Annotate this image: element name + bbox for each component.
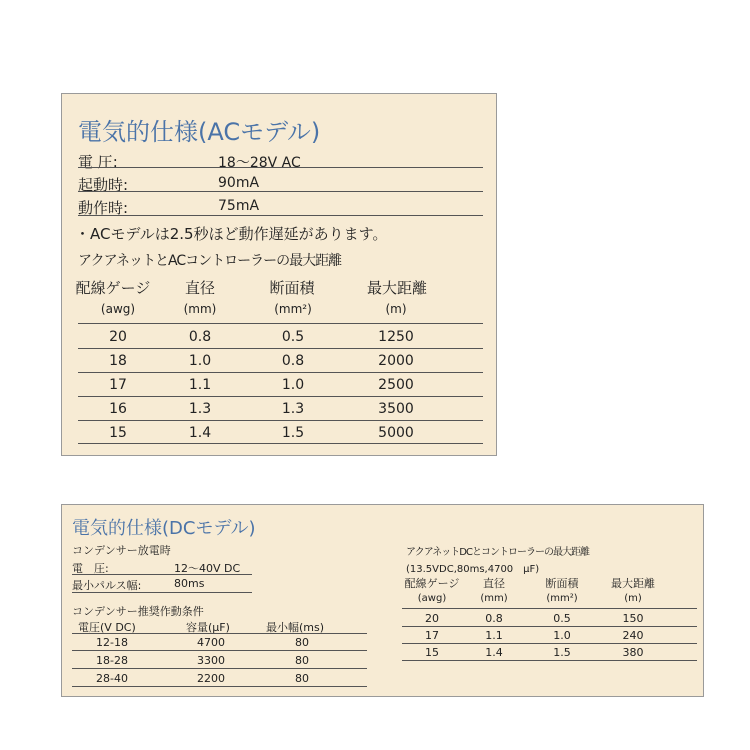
ac-spec-running-value: 75mA bbox=[218, 198, 260, 214]
dc-voltage-value: 12～40V DC bbox=[174, 562, 241, 575]
dc-distance-title: アクアネットDCとコントローラーの最大距離 bbox=[406, 547, 589, 558]
divider bbox=[78, 348, 483, 349]
dc-cond-cell-capacity: 3300 bbox=[197, 654, 225, 667]
dc-dist-cell-distance: 380 bbox=[622, 646, 644, 659]
dc-cond-cell-width: 80 bbox=[295, 654, 309, 667]
ac-cell-distance: 5000 bbox=[378, 425, 414, 441]
ac-col-header-distance: 最大距離 bbox=[366, 279, 427, 297]
dc-dist-cell-area: 1.0 bbox=[553, 629, 571, 642]
divider bbox=[78, 372, 483, 373]
ac-cell-distance: 2500 bbox=[378, 377, 414, 393]
dc-condition-heading: コンデンサー推奨作動条件 bbox=[72, 605, 204, 618]
dc-discharge-heading: コンデンサー放電時 bbox=[72, 544, 171, 557]
ac-cell-diameter: 0.8 bbox=[188, 329, 212, 345]
ac-cell-gauge: 16 bbox=[109, 401, 127, 417]
dc-dist-cell-distance: 150 bbox=[622, 612, 644, 625]
divider bbox=[78, 396, 483, 397]
dc-dist-unit-distance: (m) bbox=[624, 593, 642, 604]
dc-cond-header-width: 最小幅(ms) bbox=[266, 621, 325, 634]
dc-cond-cell-width: 80 bbox=[295, 672, 309, 685]
dc-distance-condition: (13.5VDC,80ms,4700 μF) bbox=[406, 564, 540, 575]
ac-col-header-gauge: 配線ゲージ bbox=[75, 279, 151, 297]
dc-dist-header-diameter: 直径 bbox=[483, 577, 505, 590]
divider bbox=[402, 643, 697, 644]
dc-dist-unit-gauge: (awg) bbox=[417, 593, 447, 604]
divider bbox=[402, 608, 697, 609]
ac-note: ・ACモデルは2.5秒ほど動作遅延があります。 bbox=[75, 225, 388, 243]
dc-dist-cell-gauge: 17 bbox=[425, 629, 439, 642]
ac-cell-diameter: 1.0 bbox=[188, 353, 212, 369]
divider bbox=[78, 420, 483, 421]
dc-spec-panel bbox=[61, 504, 704, 697]
ac-cell-distance: 3500 bbox=[378, 401, 414, 417]
ac-spec-voltage-label: 電 圧: bbox=[78, 153, 118, 171]
dc-cond-cell-capacity: 4700 bbox=[197, 636, 225, 649]
ac-cell-area: 1.0 bbox=[281, 377, 305, 393]
dc-dist-cell-area: 0.5 bbox=[553, 612, 571, 625]
ac-unit-distance: (m) bbox=[385, 302, 407, 316]
ac-spec-startup-label: 起動時: bbox=[78, 176, 129, 194]
ac-unit-area: (mm²) bbox=[274, 302, 312, 316]
ac-cell-distance: 2000 bbox=[378, 353, 414, 369]
dc-cond-cell-width: 80 bbox=[295, 636, 309, 649]
ac-cell-gauge: 18 bbox=[109, 353, 127, 369]
ac-cell-area: 1.3 bbox=[281, 401, 305, 417]
ac-distance-title: アクアネットとACコントローラーの最大距離 bbox=[78, 253, 342, 269]
dc-dist-cell-gauge: 20 bbox=[425, 612, 439, 625]
dc-dist-unit-diameter: (mm) bbox=[480, 593, 508, 604]
ac-cell-area: 0.8 bbox=[281, 353, 305, 369]
dc-cond-cell-capacity: 2200 bbox=[197, 672, 225, 685]
divider bbox=[78, 443, 483, 444]
divider bbox=[72, 668, 367, 669]
divider bbox=[72, 592, 252, 593]
dc-dist-cell-diameter: 1.4 bbox=[485, 646, 503, 659]
dc-dist-cell-gauge: 15 bbox=[425, 646, 439, 659]
divider bbox=[72, 633, 367, 634]
divider bbox=[402, 626, 697, 627]
dc-cond-cell-voltage: 28-40 bbox=[96, 672, 128, 685]
dc-title: 電気的仕様(DCモデル) bbox=[72, 518, 256, 539]
ac-title: 電気的仕様(ACモデル) bbox=[78, 118, 321, 146]
dc-dist-header-area: 断面積 bbox=[545, 577, 579, 590]
divider bbox=[72, 650, 367, 651]
ac-cell-distance: 1250 bbox=[378, 329, 414, 345]
dc-dist-cell-distance: 240 bbox=[622, 629, 644, 642]
ac-spec-startup-value: 90mA bbox=[218, 175, 260, 191]
dc-pulse-value: 80ms bbox=[174, 577, 205, 590]
ac-spec-panel bbox=[61, 93, 497, 456]
ac-cell-gauge: 15 bbox=[109, 425, 127, 441]
dc-voltage-label: 電 圧: bbox=[72, 562, 109, 575]
ac-cell-diameter: 1.1 bbox=[188, 377, 212, 393]
divider bbox=[72, 686, 367, 687]
dc-dist-cell-diameter: 0.8 bbox=[485, 612, 503, 625]
divider bbox=[72, 574, 252, 575]
dc-cond-header-capacity: 容量(μF) bbox=[186, 621, 230, 634]
ac-cell-diameter: 1.4 bbox=[188, 425, 212, 441]
dc-dist-header-distance: 最大距離 bbox=[611, 577, 655, 590]
ac-cell-diameter: 1.3 bbox=[188, 401, 212, 417]
dc-cond-header-voltage: 電圧(V DC) bbox=[78, 621, 136, 634]
dc-dist-cell-area: 1.5 bbox=[553, 646, 571, 659]
ac-col-header-area: 断面積 bbox=[269, 279, 315, 297]
dc-cond-cell-voltage: 18-28 bbox=[96, 654, 128, 667]
dc-pulse-label: 最小パルス幅: bbox=[72, 579, 142, 592]
dc-dist-cell-diameter: 1.1 bbox=[485, 629, 503, 642]
divider bbox=[78, 167, 483, 168]
ac-col-header-diameter: 直径 bbox=[184, 279, 215, 297]
divider bbox=[78, 191, 483, 192]
divider bbox=[78, 323, 483, 324]
dc-dist-unit-area: (mm²) bbox=[546, 593, 578, 604]
ac-spec-voltage-value: 18～28V AC bbox=[218, 155, 301, 171]
ac-spec-running-label: 動作時: bbox=[78, 199, 129, 217]
divider bbox=[402, 660, 697, 661]
ac-unit-diameter: (mm) bbox=[183, 302, 217, 316]
dc-dist-header-gauge: 配線ゲージ bbox=[404, 577, 460, 590]
ac-cell-area: 0.5 bbox=[281, 329, 305, 345]
dc-cond-cell-voltage: 12-18 bbox=[96, 636, 128, 649]
ac-cell-gauge: 20 bbox=[109, 329, 127, 345]
ac-unit-gauge: (awg) bbox=[100, 302, 136, 316]
ac-cell-area: 1.5 bbox=[281, 425, 305, 441]
ac-cell-gauge: 17 bbox=[109, 377, 127, 393]
divider bbox=[78, 215, 483, 216]
